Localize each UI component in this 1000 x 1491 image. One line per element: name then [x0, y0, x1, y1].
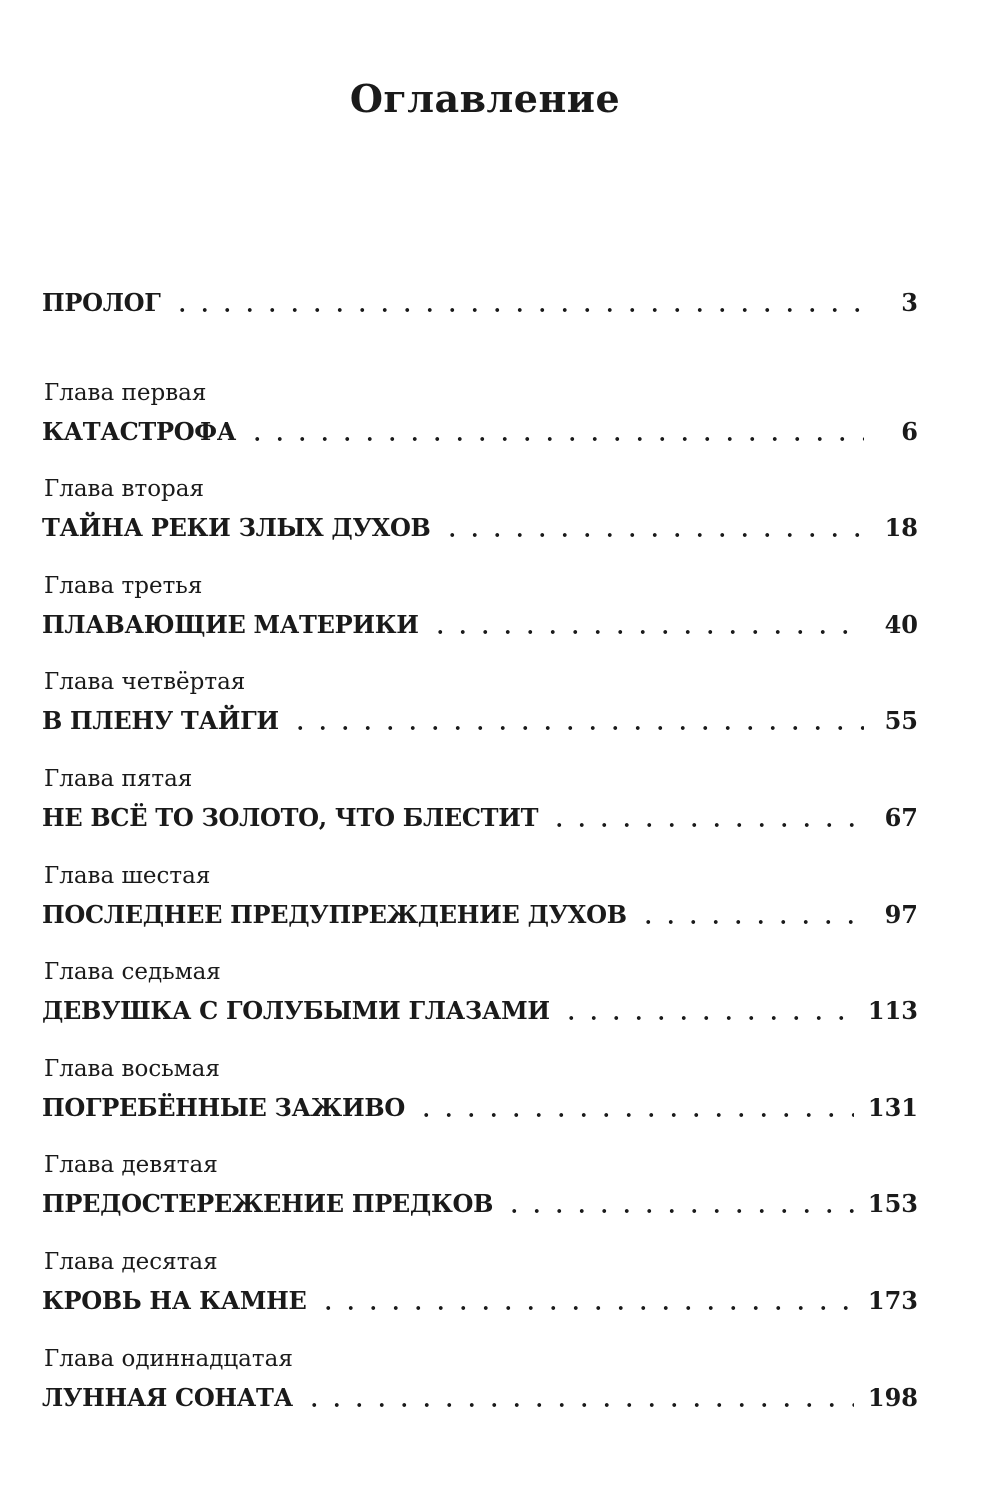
toc-entry-chapter-1[interactable] [42, 377, 918, 474]
chapter-label: Глава шестая [44, 862, 211, 889]
page-number: 3 [901, 288, 918, 317]
toc-row [42, 513, 918, 543]
page-number: 198 [867, 1382, 918, 1412]
chapter-label: Глава третья [44, 572, 203, 599]
toc-entry-chapter-8[interactable] [42, 1053, 918, 1150]
toc-entry-chapter-11[interactable] [42, 1343, 918, 1440]
page-number: 6 [901, 416, 918, 446]
chapter-label: Глава первая [44, 379, 207, 406]
chapter-title: НЕ ВСЁ ТО ЗОЛОТО, ЧТО БЛЕСТИТ [42, 802, 539, 832]
toc-row [42, 1383, 918, 1413]
dot-leader [429, 630, 864, 634]
toc-entry-chapter-10[interactable] [42, 1246, 918, 1343]
toc-entry-chapter-9[interactable] [42, 1149, 918, 1246]
chapter-label: Глава седьмая [44, 959, 221, 986]
chapter-title: КРОВЬ НА КАМНЕ [42, 1285, 307, 1315]
page-number: 55 [884, 706, 918, 736]
dot-leader [560, 1016, 854, 1020]
toc-row [42, 1286, 918, 1316]
page-number: 153 [867, 1189, 918, 1219]
chapter-label: Глава пятая [44, 765, 193, 792]
chapter-title: ДЕВУШКА С ГОЛУБЫМИ ГЛАЗАМИ [42, 996, 550, 1026]
toc-row [42, 1189, 918, 1219]
dot-leader [503, 1209, 854, 1213]
toc-row [42, 610, 918, 640]
page-number: 131 [867, 1092, 918, 1122]
dot-leader [246, 437, 864, 441]
toc-row [42, 1093, 918, 1123]
toc-row [42, 803, 918, 833]
chapter-title: ПРЕДОСТЕРЕЖЕНИЕ ПРЕДКОВ [42, 1189, 494, 1219]
chapter-label: Глава одиннадцатая [44, 1345, 293, 1372]
dot-leader [317, 1306, 854, 1310]
dot-leader [415, 1113, 854, 1117]
toc-entry-prologue[interactable] [42, 280, 918, 377]
chapter-label: Глава десятая [44, 1248, 218, 1275]
toc-row [42, 900, 918, 930]
page-number: 40 [884, 609, 918, 639]
chapter-title: ТАЙНА РЕКИ ЗЛЫХ ДУХОВ [42, 513, 431, 543]
dot-leader [289, 726, 864, 730]
dot-leader [441, 533, 864, 537]
toc-entry-chapter-3[interactable] [42, 570, 918, 667]
page-number: 113 [867, 996, 918, 1026]
chapter-title: ПОГРЕБЁННЫЕ ЗАЖИВО [42, 1092, 405, 1122]
chapter-title: КАТАСТРОФА [42, 416, 237, 446]
chapter-title: ПОСЛЕДНЕЕ ПРЕДУПРЕЖДЕНИЕ ДУХОВ [42, 899, 627, 929]
chapter-label: Глава четвёртая [44, 669, 246, 696]
dot-leader [548, 823, 864, 827]
toc-row [42, 706, 918, 736]
chapter-label: Глава вторая [44, 476, 204, 503]
dot-leader [303, 1403, 854, 1407]
toc-entry-chapter-4[interactable] [42, 666, 918, 763]
chapter-label: Глава девятая [44, 1152, 218, 1179]
chapter-label: Глава восьмая [44, 1055, 220, 1082]
page-number: 18 [884, 513, 918, 543]
toc-entry-chapter-2[interactable] [42, 473, 918, 570]
toc-row [42, 417, 918, 447]
page-title: Оглавление [349, 76, 621, 121]
dot-leader [171, 308, 864, 312]
page-number: 97 [884, 899, 918, 929]
table-of-contents [42, 280, 918, 1439]
toc-entry-chapter-6[interactable] [42, 860, 918, 957]
chapter-title: ПРОЛОГ [42, 288, 161, 317]
chapter-title: ПЛАВАЮЩИЕ МАТЕРИКИ [42, 609, 419, 639]
dot-leader [637, 920, 864, 924]
toc-row [42, 288, 918, 318]
page-number: 173 [867, 1285, 918, 1315]
chapter-title: В ПЛЕНУ ТАЙГИ [42, 706, 279, 736]
page-number: 67 [884, 802, 918, 832]
toc-entry-chapter-5[interactable] [42, 763, 918, 860]
chapter-title: ЛУННАЯ СОНАТА [42, 1382, 293, 1412]
toc-entry-chapter-7[interactable] [42, 956, 918, 1053]
toc-row [42, 996, 918, 1026]
